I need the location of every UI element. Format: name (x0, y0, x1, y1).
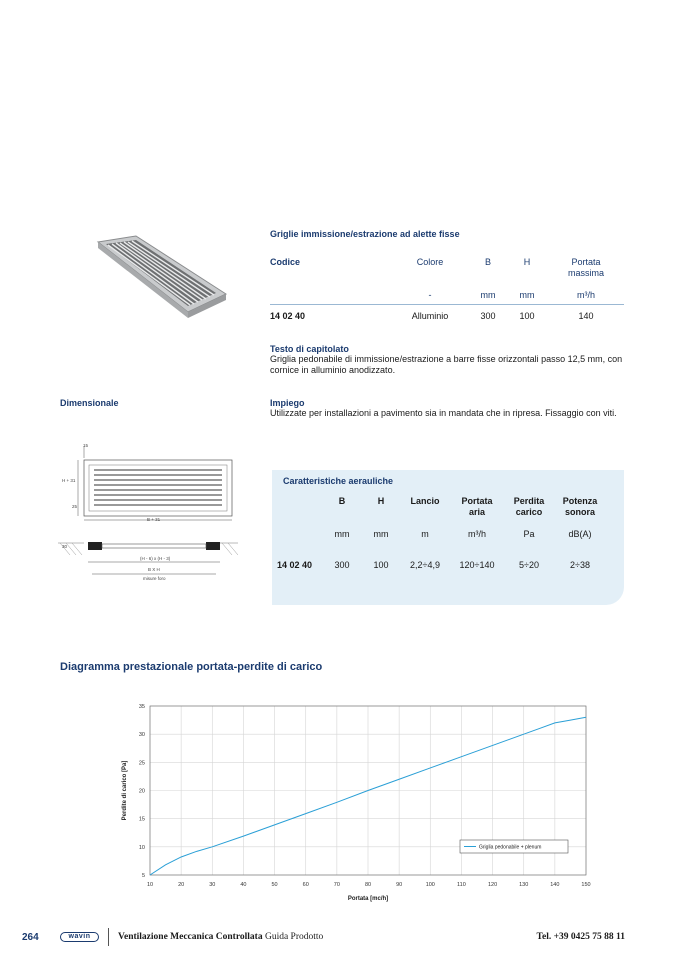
dimensionale-label: Dimensionale (60, 398, 119, 408)
col-portata-2: massima (567, 268, 604, 278)
x-tick-label: 10 (146, 882, 154, 888)
grille-photo (92, 232, 232, 320)
x-tick-label: 110 (457, 882, 466, 888)
y-tick-label: 25 (138, 760, 145, 767)
page-number: 264 (22, 932, 39, 943)
aero-col-h: H (377, 496, 385, 506)
col-portata-1: Portata (571, 257, 601, 267)
x-tick-label: 40 (240, 882, 247, 888)
wavin-logo: wavin (60, 932, 99, 942)
aero-row-h: 100 (373, 560, 389, 570)
y-tick-label: 5 (141, 873, 145, 879)
aero-col-portata-2: aria (468, 507, 485, 517)
x-tick-label: 50 (271, 882, 278, 888)
aero-unit-h: mm (373, 529, 389, 539)
unit-portata: m³/h (577, 290, 595, 300)
y-tick-label: 10 (138, 844, 145, 851)
x-tick-label: 120 (487, 882, 498, 888)
dim-misure: misure foro (143, 576, 166, 581)
aero-title: Caratteristiche aerauliche (283, 476, 394, 486)
aero-col-potenza-2: sonora (564, 507, 595, 517)
y-axis-label: Perdite di carico [Pa] (122, 760, 128, 821)
x-tick-label: 80 (364, 882, 372, 888)
testo-heading: Testo di capitolato (270, 344, 349, 354)
aero-unit-lancio: m (421, 529, 429, 539)
chart (110, 696, 610, 908)
footer-title: Ventilazione Meccanica Controllata (118, 932, 263, 942)
y-tick-label: 15 (138, 816, 145, 823)
x-tick-label: 30 (209, 882, 216, 888)
x-axis-label: Portata [mc/h] (347, 896, 389, 902)
dim-25: 25 (72, 504, 78, 509)
row-codice: 14 02 40 (270, 311, 306, 321)
unit-h: mm (519, 290, 535, 300)
testo-body-2: cornice in alluminio anodizzato. (270, 365, 396, 375)
dim-30: 30 (62, 544, 68, 549)
x-tick-label: 70 (333, 882, 340, 888)
x-tick-label: 100 (425, 882, 435, 888)
aero-col-lancio: Lancio (410, 496, 440, 506)
footer-title-block (118, 932, 323, 942)
x-tick-label: 20 (178, 882, 185, 888)
aero-col-potenza-1: Potenza (562, 496, 598, 506)
footer-tel: Tel. +39 0425 75 88 11 (536, 932, 625, 942)
aero-row-potenza: 2÷38 (570, 560, 590, 570)
aero-unit-b: mm (334, 529, 350, 539)
footer-separator (108, 928, 109, 946)
product-title: Griglie immissione/estrazione ad alette fisse (270, 229, 460, 239)
x-tick-label: 60 (302, 882, 309, 888)
aero-col-perdita-2: carico (515, 507, 543, 517)
dim-left: H + 31 (62, 478, 76, 483)
x-tick-label: 140 (550, 882, 560, 888)
row-portata: 140 (578, 311, 594, 321)
y-tick-label: 20 (138, 788, 145, 795)
row-b: 300 (480, 311, 496, 321)
x-tick-label: 150 (581, 882, 591, 888)
col-b: B (484, 257, 491, 267)
impiego-body: Utilizzate per installazioni a pavimento sia in mandata che in ripresa. Fissaggio con viti. (270, 408, 617, 418)
row-colore: Alluminio (411, 311, 449, 321)
dim-top: 15 (83, 443, 89, 448)
col-h: H (523, 257, 531, 267)
dim-bxh: B X H (148, 567, 160, 572)
aero-row-lancio: 2,2÷4,9 (410, 560, 440, 570)
impiego-heading: Impiego (270, 398, 305, 408)
aero-col-perdita-1: Perdita (513, 496, 545, 506)
unit-colore: - (428, 290, 432, 300)
footer-subtitle: Guida Prodotto (264, 932, 324, 942)
legend-label: Griglia pedonabile + plenum (479, 844, 542, 851)
aero-unit-perdita: Pa (523, 529, 535, 539)
col-colore: Colore (416, 257, 444, 267)
aero-col-b: B (338, 496, 346, 506)
y-tick-label: 35 (138, 704, 145, 710)
aero-row-codice: 14 02 40 (277, 560, 313, 570)
y-tick-label: 30 (138, 732, 145, 739)
aero-col-portata-1: Portata (461, 496, 493, 506)
aero-unit-potenza: dB(A) (568, 529, 592, 539)
row-h: 100 (519, 311, 535, 321)
dim-inner: (H - 6) x (H - 3) (140, 556, 171, 561)
testo-body-1: Griglia pedonabile di immissione/estrazione a barre fisse orizzontali passo 12,5 mm, con (270, 354, 623, 364)
dim-bottom: B + 31 (147, 517, 161, 522)
aero-unit-portata: m³/h (468, 529, 486, 539)
x-tick-label: 90 (396, 882, 403, 888)
col-codice: Codice (270, 257, 301, 267)
aero-row-b: 300 (334, 560, 350, 570)
aero-row-perdita: 5÷20 (519, 560, 539, 570)
x-tick-label: 130 (519, 882, 529, 888)
aero-row-portata: 120÷140 (459, 560, 495, 570)
unit-b: mm (480, 290, 496, 300)
table-rule (270, 304, 624, 305)
diagram-title: Diagramma prestazionale portata-perdite di carico (60, 661, 323, 673)
